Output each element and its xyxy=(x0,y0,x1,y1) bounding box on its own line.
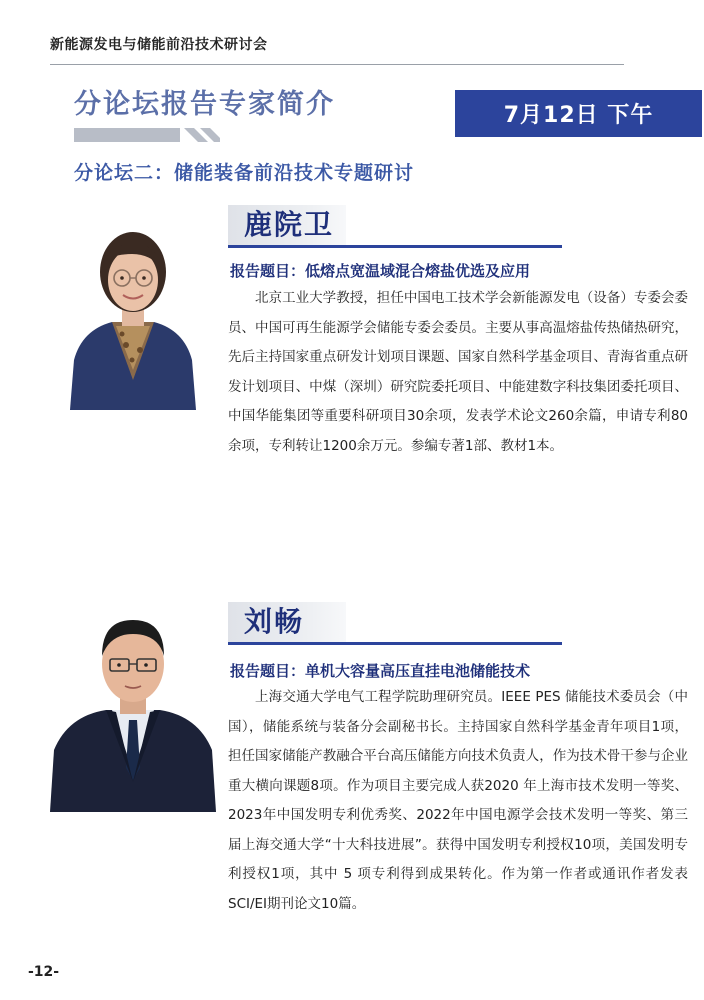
subforum-title: 分论坛二：储能装备前沿技术专题研讨 xyxy=(74,162,415,184)
expert-bio: 北京工业大学教授，担任中国电工技术学会新能源发电（设备）专委会委员、中国可再生能源学会储能专委会委员。主要从事高温熔盐传热储热研究，先后主持国家重点研发计划项目课题、国家自然科学基金项目、青海省重点研发计划项目、中煤（深圳）研究院委托项目、中能建数字科技集团委托项目、中国华能集团等重要科研项目30余项，发表学术论文260余篇，申请专利80余项，专利转让1200余万元。参编专著1部、教材1本。 xyxy=(228,290,688,454)
expert-name-header xyxy=(228,602,566,647)
expert-bio: 上海交通大学电气工程学院助理研究员。IEEE PES 储能技术委员会（中国），储能系统与装备分会副秘书长。主持国家自然科学基金青年项目1项，担任国家储能产教融合平台高压储能方向技术负责人，作为技术骨干参与企业重大横向课题8项。作为项目主要完成人获2020 年上海市技术发明一等奖、2023年中国发明专利优秀奖、2022年中国电源学会技术发明一等奖、第三届上海交通大学“十大科技进展”。获得中国发明专利授权10项，美国发明专利授权1项，其中 5 项专利得到成果转化。作为第一作者或通讯作者发表SCI/EI期刊论文10篇。 xyxy=(228,689,688,912)
page-number: -12- xyxy=(28,964,60,980)
report-title: 报告题目：单机大容量高压直挂电池储能技术 xyxy=(230,662,531,680)
expert-name-header xyxy=(228,205,566,250)
name-underline xyxy=(228,642,562,645)
date-badge: 7月12日 下午 xyxy=(455,90,702,137)
expert-photo-liu xyxy=(50,612,216,812)
expert-photo-lu xyxy=(60,210,206,410)
name-underline xyxy=(228,245,562,248)
title-decoration xyxy=(74,128,220,142)
report-title: 报告题目：低熔点宽温域混合熔盐优选及应用 xyxy=(230,262,531,280)
header-divider xyxy=(50,64,624,65)
section-title: 分论坛报告专家简介 xyxy=(74,89,335,120)
conference-title: 新能源发电与储能前沿技术研讨会 xyxy=(50,37,268,53)
expert-name: 刘畅 xyxy=(244,605,305,638)
expert-name: 鹿院卫 xyxy=(244,208,335,241)
